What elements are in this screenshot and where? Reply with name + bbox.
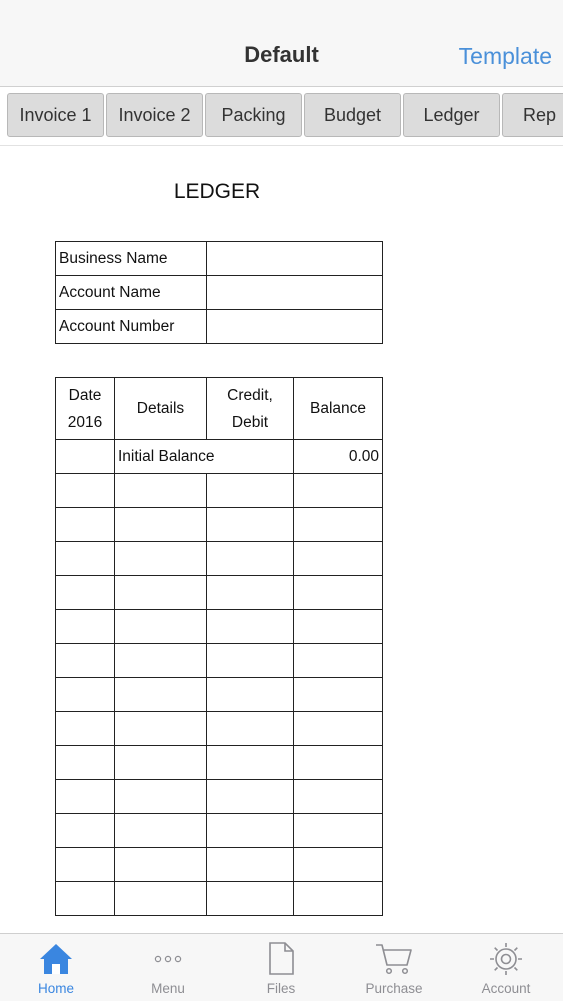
table-row	[56, 610, 383, 644]
initial-balance-label: Initial Balance	[115, 440, 294, 474]
tab-invoice-2[interactable]: Invoice 2	[106, 93, 203, 137]
balance-cell[interactable]	[294, 644, 383, 678]
tab-budget[interactable]: Budget	[304, 93, 401, 137]
table-row	[56, 644, 383, 678]
date-cell[interactable]	[56, 440, 115, 474]
table-row	[56, 746, 383, 780]
initial-balance-value[interactable]: 0.00	[294, 440, 383, 474]
details-cell[interactable]	[115, 474, 207, 508]
tab-purchase[interactable]	[338, 934, 450, 1001]
credit-debit-cell[interactable]	[207, 542, 294, 576]
date-cell[interactable]	[56, 576, 115, 610]
credit-debit-cell[interactable]	[207, 746, 294, 780]
table-row	[56, 542, 383, 576]
balance-cell[interactable]	[294, 542, 383, 576]
date-cell[interactable]	[56, 780, 115, 814]
document-title: LEDGER	[173, 180, 261, 203]
tab-home[interactable]	[0, 934, 112, 1001]
tab-invoice-1[interactable]: Invoice 1	[7, 93, 104, 137]
date-cell[interactable]	[56, 746, 115, 780]
tab-packing[interactable]: Packing	[205, 93, 302, 137]
details-cell[interactable]	[115, 610, 207, 644]
header-details: Details	[115, 378, 207, 440]
tab-account-label: Account	[481, 981, 531, 996]
balance-cell[interactable]	[294, 508, 383, 542]
credit-debit-cell[interactable]	[207, 610, 294, 644]
tab-files[interactable]	[225, 934, 337, 1001]
date-cell[interactable]	[56, 678, 115, 712]
tab-ledger[interactable]: Ledger	[403, 93, 500, 137]
credit-debit-cell[interactable]	[207, 678, 294, 712]
ledger-header-row	[56, 378, 383, 440]
details-cell[interactable]	[115, 678, 207, 712]
header-balance: Balance	[294, 378, 383, 440]
table-row	[56, 474, 383, 508]
tab-purchase-label: Purchase	[365, 981, 423, 996]
account-name-cell[interactable]	[207, 276, 383, 310]
table-row	[56, 276, 383, 310]
ledger-table	[55, 377, 383, 916]
account-number-cell[interactable]	[207, 310, 383, 344]
table-row	[56, 242, 383, 276]
credit-debit-cell[interactable]	[207, 576, 294, 610]
header-date: Date 2016	[56, 378, 115, 440]
bottom-tab-bar	[0, 933, 563, 1001]
account-name-label: Account Name	[56, 276, 207, 310]
details-cell[interactable]	[115, 746, 207, 780]
table-row	[56, 310, 383, 344]
gear-icon	[486, 940, 526, 976]
account-number-label: Account Number	[56, 310, 207, 344]
account-info-table	[55, 241, 383, 344]
balance-cell[interactable]	[294, 780, 383, 814]
table-row	[56, 508, 383, 542]
credit-debit-cell[interactable]	[207, 644, 294, 678]
tab-menu-label: Menu	[151, 981, 185, 996]
tab-report[interactable]: Rep	[502, 93, 563, 137]
table-row	[56, 780, 383, 814]
table-row	[56, 576, 383, 610]
page-title: Default	[244, 42, 319, 67]
balance-cell[interactable]	[294, 848, 383, 882]
details-cell[interactable]	[115, 644, 207, 678]
balance-cell[interactable]	[294, 746, 383, 780]
balance-cell[interactable]	[294, 610, 383, 644]
balance-cell[interactable]	[294, 814, 383, 848]
details-cell[interactable]	[115, 814, 207, 848]
table-row	[56, 678, 383, 712]
date-cell[interactable]	[56, 542, 115, 576]
table-row	[56, 440, 383, 474]
date-cell[interactable]	[56, 814, 115, 848]
table-row	[56, 814, 383, 848]
template-tabs	[0, 87, 563, 146]
date-cell[interactable]	[56, 712, 115, 746]
tab-home-label: Home	[37, 981, 74, 996]
details-cell[interactable]	[115, 712, 207, 746]
template-button[interactable]: Template	[458, 43, 552, 69]
details-cell[interactable]	[115, 508, 207, 542]
header-credit-debit: Credit, Debit	[207, 378, 294, 440]
balance-cell[interactable]	[294, 678, 383, 712]
credit-debit-cell[interactable]	[207, 882, 294, 916]
tab-account[interactable]	[450, 934, 562, 1001]
date-cell[interactable]	[56, 508, 115, 542]
business-name-cell[interactable]	[207, 242, 383, 276]
navigation-bar	[0, 0, 563, 87]
date-cell[interactable]	[56, 848, 115, 882]
file-icon	[261, 940, 301, 976]
balance-cell[interactable]	[294, 576, 383, 610]
date-cell[interactable]	[56, 474, 115, 508]
balance-cell[interactable]	[294, 474, 383, 508]
credit-debit-cell[interactable]	[207, 848, 294, 882]
date-cell[interactable]	[56, 644, 115, 678]
balance-cell[interactable]	[294, 712, 383, 746]
table-row	[56, 712, 383, 746]
balance-cell[interactable]	[294, 882, 383, 916]
details-cell[interactable]	[115, 780, 207, 814]
tab-menu[interactable]	[112, 934, 224, 1001]
details-cell[interactable]	[115, 576, 207, 610]
table-row	[56, 848, 383, 882]
table-row	[56, 882, 383, 916]
date-cell[interactable]	[56, 882, 115, 916]
credit-debit-cell[interactable]	[207, 814, 294, 848]
tab-files-label: Files	[266, 981, 296, 996]
credit-debit-cell[interactable]	[207, 712, 294, 746]
credit-debit-cell[interactable]	[207, 474, 294, 508]
details-cell[interactable]	[115, 848, 207, 882]
date-cell[interactable]	[56, 610, 115, 644]
business-name-label: Business Name	[56, 242, 207, 276]
more-icon	[148, 940, 188, 976]
details-cell[interactable]	[115, 882, 207, 916]
credit-debit-cell[interactable]	[207, 780, 294, 814]
cart-icon	[374, 940, 414, 976]
home-icon	[36, 940, 76, 976]
credit-debit-cell[interactable]	[207, 508, 294, 542]
details-cell[interactable]	[115, 542, 207, 576]
